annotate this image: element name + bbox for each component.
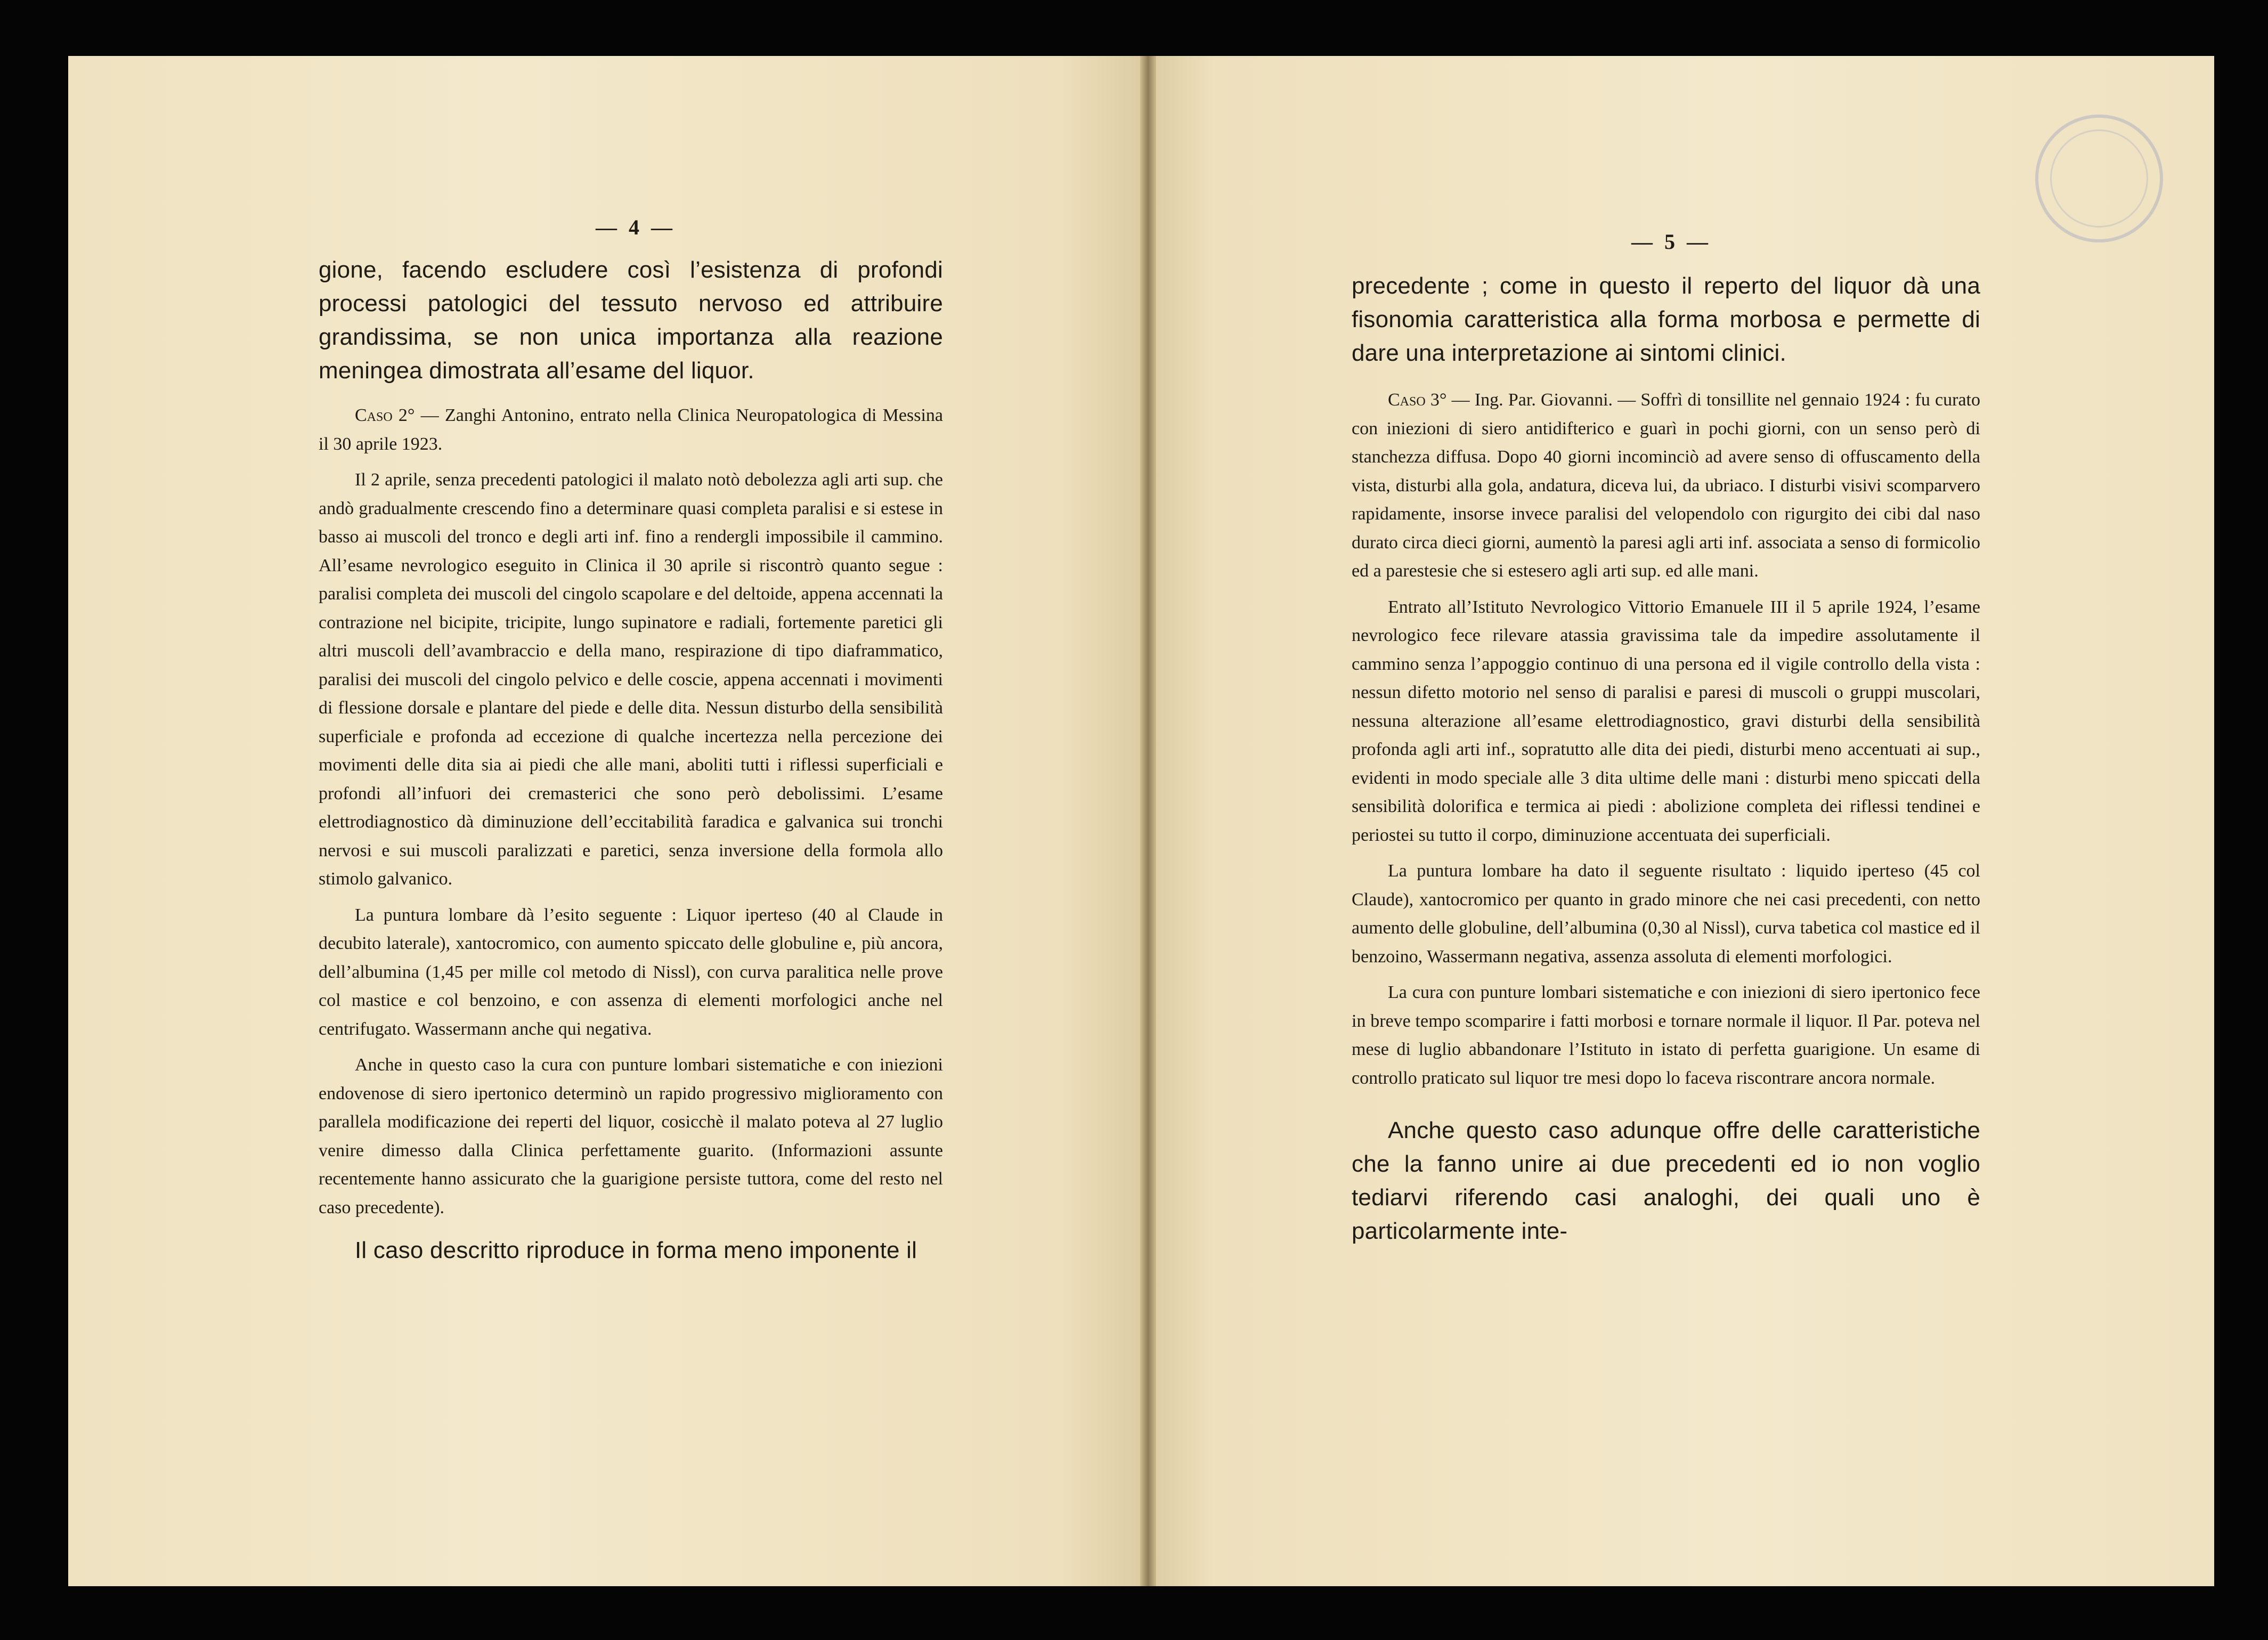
paragraph: La puntura lombare dà l’esito seguente : Liquor iperteso (40 al Claude in decubito laterale), xantocromico, con aumento spiccato delle globuline e, più ancora, dell’albumina (1,45 per mille col metodo di Nissl), con curva paralitica nelle prove col mastice e col benzoino, e con assenza di elementi morfologici anche nel centrifugato. Wassermann anche qui negativa. (319, 905, 943, 1039)
case-2-intro: Zanghi Antonino, entrato nella Clinica Neuropatologica di Messina il 30 aprile 1923. (319, 405, 943, 454)
case-3-text: Ing. Par. Giovanni. — Soffrì di tonsillite nel gennaio 1924 : fu curato con iniezioni di siero antidifterico e guarì in pochi giorni, con un senso però di stanchezza diffusa. Dopo 40 giorni incominciò ad avere senso di offuscamento della vista, disturbi alla gola, andatura, diceva lui, da ubriaco. I disturbi visivi scomparvero rapidamente, insorse invece paralisi del velopendolo con rigurgito dei cibi dal naso durato circa dieci giorni, aumentò la paresi agli arti inf. associata a senso di formicolio ed a parestesie che si estesero agli arti sup. ed alle mani. (1352, 390, 1980, 581)
paragraph: Anche in questo caso la cura con punture lombari sistematiche e con iniezioni endovenose di siero ipertonico determinò un rapido progressivo miglioramento con parallela modificazione dei reperti del liquor, cosicchè il malato poteva al 27 luglio venire dimesso dalla Clinica perfettamente guarito. (Informazioni assunte recentemente hanno assicurato che la guarigione persiste tuttora, come del resto nel caso precedente). (319, 1055, 943, 1217)
library-stamp (2035, 115, 2163, 242)
paragraph: Il caso descritto riproduce in forma meno imponente il (355, 1237, 917, 1263)
left-page-number: — 4 — (596, 215, 676, 239)
left-page-text (319, 253, 943, 1267)
paragraph: La puntura lombare ha dato il seguente risultato : liquido iperteso (45 col Claude), xantocromico per quanto in grado minore che nei casi precedenti, con netto aumento delle globuline, dell’albumina (0,30 al Nissl), curva tabetica col mastice ed il benzoino, Wassermann negativa, assenza assoluta di elementi morfologici. (1352, 861, 1980, 967)
book-gutter (1140, 56, 1156, 1586)
case-3-heading (1352, 386, 1980, 586)
case-label: Caso 3° — (1388, 390, 1470, 410)
paragraph: La cura con punture lombari sistematiche e con iniezioni di siero ipertonico fece in breve tempo scomparire i fatti morbosi e tornare normale il liquor. Il Par. poteva nel mese di luglio abbandonare l’Istituto in istato di perfetta guarigione. Un esame di controllo praticato sul liquor tre mesi dopo lo faceva riscontrare ancora normale. (1352, 983, 1980, 1088)
paragraph: Il 2 aprile, senza precedenti patologici il malato notò debolezza agli arti sup. che andò gradualmente crescendo fino a determinare quasi completa paralisi e si estese in basso ai muscoli del tronco e degli arti inf. fino a rendergli impossibile il cammino. All’esame nevrologico eseguito in Clinica il 30 aprile si riscontrò quanto segue : paralisi completa dei muscoli del cingolo scapolare e del deltoide, appena accennati la contrazione nel bicipite, tricipite, lungo supinatore e radiali, fortemente paretici gli altri muscoli dell’avambraccio e della mano, respirazione di tipo diaframmatico, paralisi dei muscoli del cingolo pelvico e delle coscie, appena accennati i movimenti di flessione dorsale e plantare del piede e delle dita. Nessun disturbo della sensibilità superficiale e profonda ad eccezione di qualche incertezza nella percezione dei movimenti delle dita sia ai piedi che alle mani, aboliti tutti i riflessi superficiali e profondi all’infuori dei cremasterici che sono però debolissimi. L’esame elettrodiagnostico dà diminuzione dell’eccitabilità faradica e galvanica sui tronchi nervosi e sui muscoli paralizzati e paretici, senza inversione della formola allo stimolo galvanico. (319, 470, 943, 889)
paragraph: gione, facendo escludere così l’esistenza di profondi processi patologici del tessuto nervoso ed attribuire grandissima, se non unica importanza alla reazione meningea dimostrata all’esame del liquor. (319, 257, 943, 384)
case-2-heading (319, 401, 943, 458)
right-page-text (1352, 269, 1980, 1248)
paragraph: Entrato all’Istituto Nevrologico Vittorio Emanuele III il 5 aprile 1924, l’esame nevrologico fece rilevare atassia gravissima tale da impedire assolutamente il cammino senza l’appoggio continuo di una persona ed il vigile controllo della vista : nessun difetto motorio nel senso di paralisi e paresi di muscoli o gruppi muscolari, nessuna alterazione all’esame elettrodiagnostico, gravi disturbi della sensibilità profonda agli arti inf., sopratutto alle dita dei piedi, disturbi meno accentuati ai sup., evidenti in modo speciale alle 3 dita ultime delle mani : disturbi meno spiccati della sensibilità dolorifica e termica ai piedi : abolizione completa dei riflessi tendinei e periostei su tutto il corpo, diminuzione accentuata dei superficiali. (1352, 597, 1980, 845)
case-label: Caso 2° — (355, 405, 439, 425)
paragraph: precedente ; come in questo il reperto del liquor dà una fisonomia caratteristica alla forma morbosa e permette di dare una interpretazione ai sintomi clinici. (1352, 273, 1980, 366)
right-page-number: — 5 — (1631, 230, 1711, 254)
paragraph: Anche questo caso adunque offre delle caratteristiche che la fanno unire ai due precedenti ed io non voglio tediarvi riferendo casi analoghi, dei quali uno è particolarmente inte- (1352, 1117, 1980, 1244)
